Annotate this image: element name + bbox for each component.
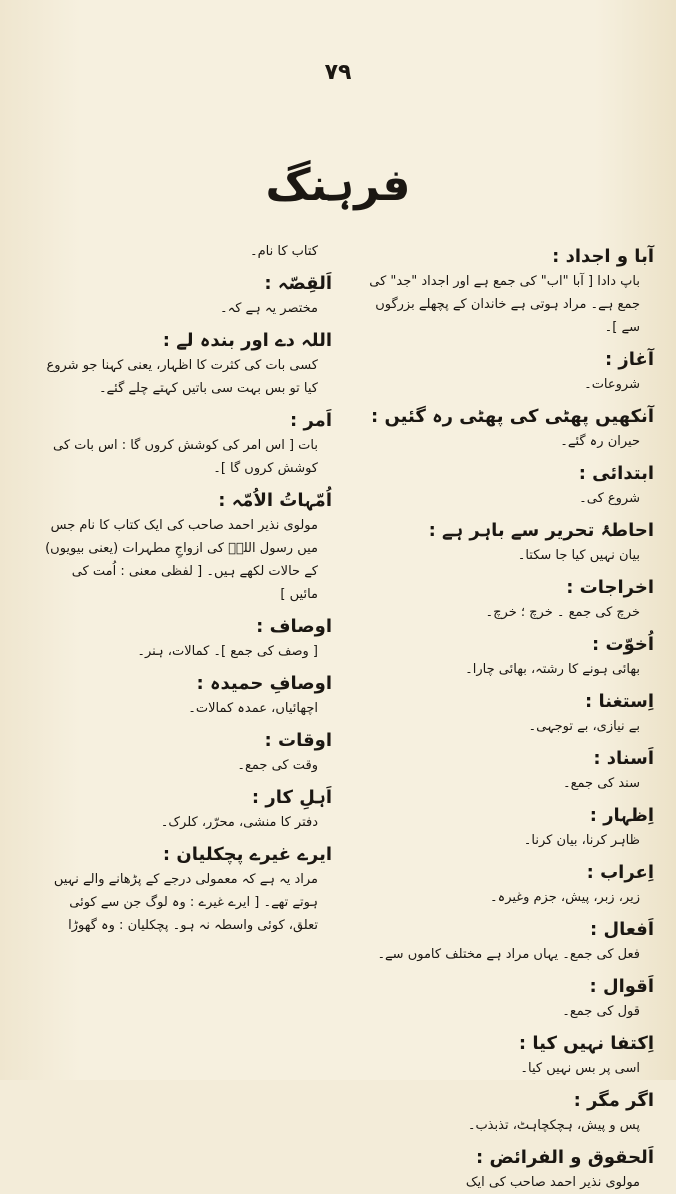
glossary-entry (362, 1088, 654, 1137)
glossary-definition: شروعات۔ (584, 377, 640, 392)
glossary-entry (362, 461, 654, 510)
glossary-term: اخراجات : (566, 577, 654, 598)
continuation-text: کتاب کا نام۔ (250, 244, 318, 259)
glossary-definition: بھائی ہونے کا رشتہ، بھائی چارا۔ (465, 662, 640, 677)
glossary-definition: بے نیازی، بے توجہی۔ (528, 719, 640, 734)
page-title: فرہنگ (265, 160, 411, 211)
glossary-entry (362, 689, 654, 738)
glossary-definition: بات [ اس امر کی کوشش کروں گا : اس بات کی کوشش کروں گا ]۔ (52, 438, 318, 476)
glossary-definition: مختصر یہ ہے کہ۔ (219, 301, 318, 316)
right-glossary-column (362, 236, 654, 1190)
glossary-entry (40, 488, 332, 606)
glossary-term: احاطۂ تحریر سے باہر ہے : (428, 520, 654, 541)
glossary-term: اِظہار : (589, 805, 654, 826)
glossary-entry (362, 575, 654, 624)
glossary-entry (40, 785, 332, 834)
glossary-term: ابتدائی : (578, 463, 654, 484)
glossary-entry (362, 404, 654, 453)
glossary-definition: اسی پر بس نہیں کیا۔ (520, 1061, 640, 1076)
glossary-definition: پس و پیش، ہچکچاہٹ، تذبذب۔ (467, 1118, 640, 1133)
glossary-definition: سند کی جمع۔ (562, 776, 640, 791)
glossary-definition: بیان نہیں کیا جا سکتا۔ (517, 548, 640, 563)
glossary-entry (40, 728, 332, 777)
glossary-term: اَسناد : (593, 748, 654, 769)
glossary-definition: مراد یہ ہے کہ معمولی درجے کے پڑھانے والے نہیں ہوتے تھے۔ [ ایرے غیرے : وہ لوگ جن سے کوئی تعلق، کوئی واسطہ نہ ہو۔ پچکلیان : وہ گھوڑا (53, 872, 318, 933)
glossary-definition: کسی بات کی کثرت کا اظہار، یعنی کہنا جو شروع کیا تو بس بہت سی باتیں کہتے چلے گئے۔ (46, 358, 318, 396)
glossary-entry (40, 671, 332, 720)
glossary-entry (362, 803, 654, 852)
glossary-definition: اچھائیاں، عمدہ کمالات۔ (188, 701, 318, 716)
glossary-term: اللہ دے اور بندہ لے : (162, 330, 332, 351)
glossary-definition: دفتر کا منشی، محرّر، کلرک۔ (160, 815, 318, 830)
glossary-entry (362, 1145, 654, 1194)
glossary-entry (362, 347, 654, 396)
glossary-entry (40, 614, 332, 663)
glossary-definition: وقت کی جمع۔ (237, 758, 318, 773)
glossary-definition: شروع کی۔ (579, 491, 640, 506)
glossary-entry (40, 408, 332, 480)
left-glossary-column (40, 236, 332, 1044)
glossary-entry (362, 746, 654, 795)
glossary-term: اوصاف : (256, 616, 332, 637)
glossary-definition: فعل کی جمع۔ یہاں مراد ہے مختلف کاموں سے۔ (377, 947, 640, 962)
glossary-entry (362, 1031, 654, 1080)
glossary-entry (362, 917, 654, 966)
glossary-definition: قول کی جمع۔ (562, 1004, 640, 1019)
glossary-entry (40, 842, 332, 937)
glossary-definition: ظاہر کرنا، بیان کرنا۔ (523, 833, 640, 848)
glossary-entry (40, 271, 332, 320)
page-number: ٧٩ (324, 60, 352, 85)
glossary-entry (362, 632, 654, 681)
glossary-term: اُمّہاتُ الاُمّہ : (218, 490, 332, 511)
glossary-term: اوقات : (264, 730, 332, 751)
glossary-term: آنکھیں پھٹی کی پھٹی رہ گئیں : (371, 406, 654, 427)
glossary-term: آغاز : (604, 349, 654, 370)
glossary-term: اِستغنا : (585, 691, 654, 712)
glossary-term: اِعراب : (586, 862, 654, 883)
glossary-term: اَلقِصّہ : (264, 273, 332, 294)
glossary-term: اَلحقوق و الفرائض : (476, 1147, 654, 1168)
glossary-term: اَمر : (290, 410, 332, 431)
glossary-entry (362, 518, 654, 567)
glossary-definition: حیران رہ گئے۔ (560, 434, 640, 449)
glossary-definition: مولوی نذیر احمد صاحب کی ایک کتاب کا نام جس میں رسول اللہؐ کی ازواجِ مطہرات (یعنی بیویوں) کے حالات لکھے ہیں۔ [ لفظی معنی : اُمت کی مائیں ] (45, 518, 318, 602)
glossary-definition: [ وصف کی جمع ]۔ کمالات، ہنر۔ (137, 644, 318, 659)
glossary-term: اَفعال : (590, 919, 654, 940)
glossary-definition: مولوی نذیر احمد صاحب کی ایک (465, 1175, 640, 1190)
glossary-term: آبا و اجداد : (552, 246, 654, 267)
glossary-entry (40, 328, 332, 400)
glossary-entry (362, 244, 654, 339)
glossary-term: اَہلِ کار : (251, 787, 332, 808)
glossary-definition: باپ دادا [ آبا "اب" کی جمع ہے اور اجداد "جد" کی جمع ہے۔ مراد ہوتی ہے خاندان کے پچھلے بزرگوں سے ]۔ (369, 274, 640, 335)
glossary-term: اُخوّت : (592, 634, 654, 655)
glossary-term: اگر مگر : (573, 1090, 654, 1111)
glossary-definition: زیر، زبر، پیش، جزم وغیرہ۔ (489, 890, 640, 905)
glossary-term: اَقوال : (589, 976, 654, 997)
glossary-definition: خرچ کی جمع ۔ خرچ ؛ خرچ۔ (485, 605, 640, 620)
glossary-term: اوصافِ حمیدہ : (196, 673, 332, 694)
glossary-term: ایرے غیرے پچکلیان : (162, 844, 332, 865)
glossary-entry (362, 974, 654, 1023)
glossary-term: اِکتفا نہیں کیا : (518, 1033, 654, 1054)
glossary-entry (362, 860, 654, 909)
